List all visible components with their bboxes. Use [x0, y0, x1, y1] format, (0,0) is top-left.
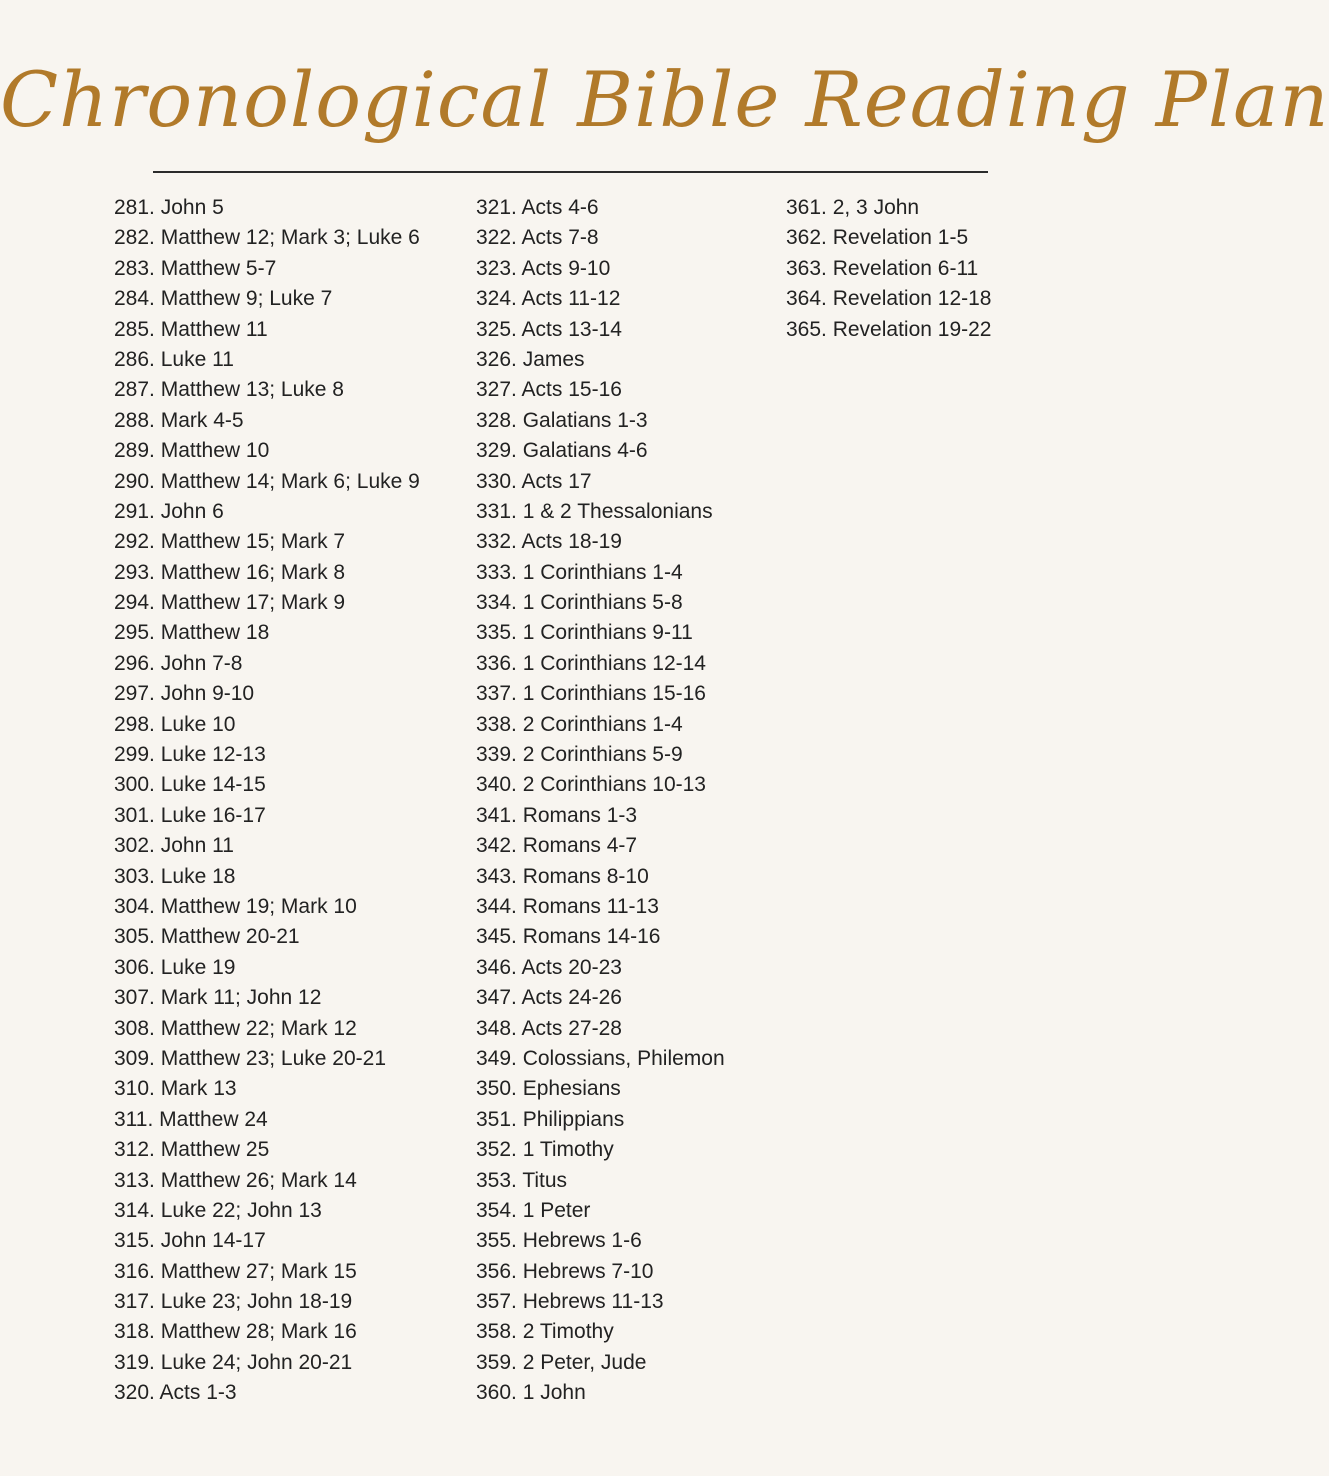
- reading-day-item: 346. Acts 20-23: [476, 955, 622, 979]
- reading-day-item: 285. Matthew 11: [114, 317, 268, 341]
- reading-column-2: [476, 193, 781, 1409]
- reading-day-item: 307. Mark 11; John 12: [114, 986, 322, 1010]
- reading-day-item: 342. Romans 4-7: [476, 834, 638, 858]
- reading-day-item: 365. Revelation 19-22: [786, 317, 992, 341]
- reading-day-item: 322. Acts 7-8: [476, 226, 599, 250]
- reading-day-item: 343. Romans 8-10: [476, 864, 649, 888]
- reading-day-item: 312. Matthew 25: [114, 1138, 270, 1162]
- reading-day-item: 330. Acts 17: [476, 469, 592, 493]
- reading-day-item: 303. Luke 18: [114, 864, 236, 888]
- reading-day-item: 299. Luke 12-13: [114, 743, 266, 767]
- reading-day-item: 332. Acts 18-19: [476, 530, 622, 554]
- reading-day-item: 298. Luke 10: [114, 712, 236, 736]
- reading-day-item: 281. John 5: [114, 196, 224, 219]
- reading-day-item: 329. Galatians 4-6: [476, 439, 648, 463]
- title-divider: [153, 171, 988, 173]
- reading-day-item: 290. Matthew 14; Mark 6; Luke 9: [114, 469, 420, 493]
- reading-day-item: 350. Ephesians: [476, 1077, 621, 1101]
- reading-day-item: 335. 1 Corinthians 9-11: [476, 621, 693, 645]
- reading-day-item: 331. 1 & 2 Thessalonians: [476, 499, 713, 523]
- reading-day-item: 358. 2 Timothy: [476, 1320, 614, 1344]
- reading-day-item: 282. Matthew 12; Mark 3; Luke 6: [114, 226, 420, 250]
- reading-day-item: 363. Revelation 6-11: [786, 256, 979, 280]
- reading-day-item: 315. John 14-17: [114, 1229, 266, 1253]
- reading-day-item: 347. Acts 24-26: [476, 986, 622, 1010]
- reading-plan-columns: [0, 193, 1140, 1423]
- reading-day-item: 321. Acts 4-6: [476, 196, 599, 219]
- reading-day-item: 339. 2 Corinthians 5-9: [476, 743, 683, 767]
- reading-day-item: 293. Matthew 16; Mark 8: [114, 560, 346, 584]
- reading-day-item: 357. Hebrews 11-13: [476, 1290, 664, 1314]
- reading-day-item: 323. Acts 9-10: [476, 256, 611, 280]
- reading-day-item: 359. 2 Peter, Jude: [476, 1350, 647, 1374]
- reading-day-item: 300. Luke 14-15: [114, 773, 266, 797]
- reading-day-item: 286. Luke 11: [114, 347, 234, 371]
- reading-day-item: 320. Acts 1-3: [114, 1381, 237, 1405]
- reading-day-item: 364. Revelation 12-18: [786, 287, 992, 311]
- reading-day-item: 340. 2 Corinthians 10-13: [476, 773, 706, 797]
- reading-day-item: 306. Luke 19: [114, 955, 236, 979]
- reading-day-item: 338. 2 Corinthians 1-4: [476, 712, 683, 736]
- reading-day-item: 325. Acts 13-14: [476, 317, 622, 341]
- reading-day-item: 292. Matthew 15; Mark 7: [114, 530, 346, 554]
- reading-day-item: 334. 1 Corinthians 5-8: [476, 591, 683, 615]
- reading-day-item: 316. Matthew 27; Mark 15: [114, 1259, 357, 1283]
- reading-day-item: 305. Matthew 20-21: [114, 925, 300, 949]
- reading-day-item: 311. Matthew 24: [114, 1107, 268, 1131]
- reading-day-item: 348. Acts 27-28: [476, 1016, 622, 1040]
- reading-day-item: 294. Matthew 17; Mark 9: [114, 591, 346, 615]
- reading-day-item: 291. John 6: [114, 499, 224, 523]
- reading-day-item: 362. Revelation 1-5: [786, 226, 969, 250]
- reading-day-item: 352. 1 Timothy: [476, 1138, 614, 1162]
- reading-day-item: 344. Romans 11-13: [476, 894, 659, 918]
- page-header: [0, 38, 1329, 178]
- reading-day-item: 289. Matthew 10: [114, 439, 270, 463]
- reading-day-item: 288. Mark 4-5: [114, 408, 244, 432]
- reading-day-item: 360. 1 John: [476, 1381, 586, 1405]
- reading-day-item: 356. Hebrews 7-10: [476, 1259, 654, 1283]
- reading-day-item: 317. Luke 23; John 18-19: [114, 1290, 353, 1314]
- reading-day-item: 333. 1 Corinthians 1-4: [476, 560, 683, 584]
- reading-column-1: [114, 193, 464, 1409]
- reading-day-item: 341. Romans 1-3: [476, 803, 638, 827]
- reading-day-item: 287. Matthew 13; Luke 8: [114, 378, 344, 402]
- reading-day-item: 313. Matthew 26; Mark 14: [114, 1168, 357, 1192]
- reading-day-item: 284. Matthew 9; Luke 7: [114, 287, 333, 311]
- reading-day-item: 353. Titus: [476, 1168, 568, 1192]
- reading-day-item: 319. Luke 24; John 20-21: [114, 1350, 353, 1374]
- reading-day-item: 296. John 7-8: [114, 651, 243, 675]
- reading-day-item: 318. Matthew 28; Mark 16: [114, 1320, 357, 1344]
- reading-day-item: 326. James: [476, 347, 585, 371]
- reading-day-item: 283. Matthew 5-7: [114, 256, 277, 280]
- reading-day-item: 295. Matthew 18: [114, 621, 270, 645]
- reading-day-item: 345. Romans 14-16: [476, 925, 661, 949]
- reading-day-item: 328. Galatians 1-3: [476, 408, 648, 432]
- reading-day-item: 355. Hebrews 1-6: [476, 1229, 642, 1253]
- reading-day-item: 302. John 11: [114, 834, 234, 858]
- reading-column-3: [786, 193, 1086, 345]
- reading-day-item: 327. Acts 15-16: [476, 378, 622, 402]
- reading-day-item: 310. Mark 13: [114, 1077, 237, 1101]
- reading-day-item: 351. Philippians: [476, 1107, 625, 1131]
- reading-day-item: 337. 1 Corinthians 15-16: [476, 682, 706, 706]
- reading-day-item: 349. Colossians, Philemon: [476, 1046, 725, 1070]
- reading-day-item: 308. Matthew 22; Mark 12: [114, 1016, 357, 1040]
- page-title: Chronological Bible Reading Plan: [0, 55, 1329, 144]
- reading-day-item: 361. 2, 3 John: [786, 196, 920, 219]
- reading-day-item: 297. John 9-10: [114, 682, 255, 706]
- reading-day-item: 304. Matthew 19; Mark 10: [114, 894, 357, 918]
- reading-day-item: 324. Acts 11-12: [476, 287, 621, 311]
- reading-day-item: 309. Matthew 23; Luke 20-21: [114, 1046, 387, 1070]
- reading-day-item: 354. 1 Peter: [476, 1198, 591, 1222]
- reading-day-item: 314. Luke 22; John 13: [114, 1198, 322, 1222]
- reading-day-item: 301. Luke 16-17: [114, 803, 266, 827]
- reading-day-item: 336. 1 Corinthians 12-14: [476, 651, 706, 675]
